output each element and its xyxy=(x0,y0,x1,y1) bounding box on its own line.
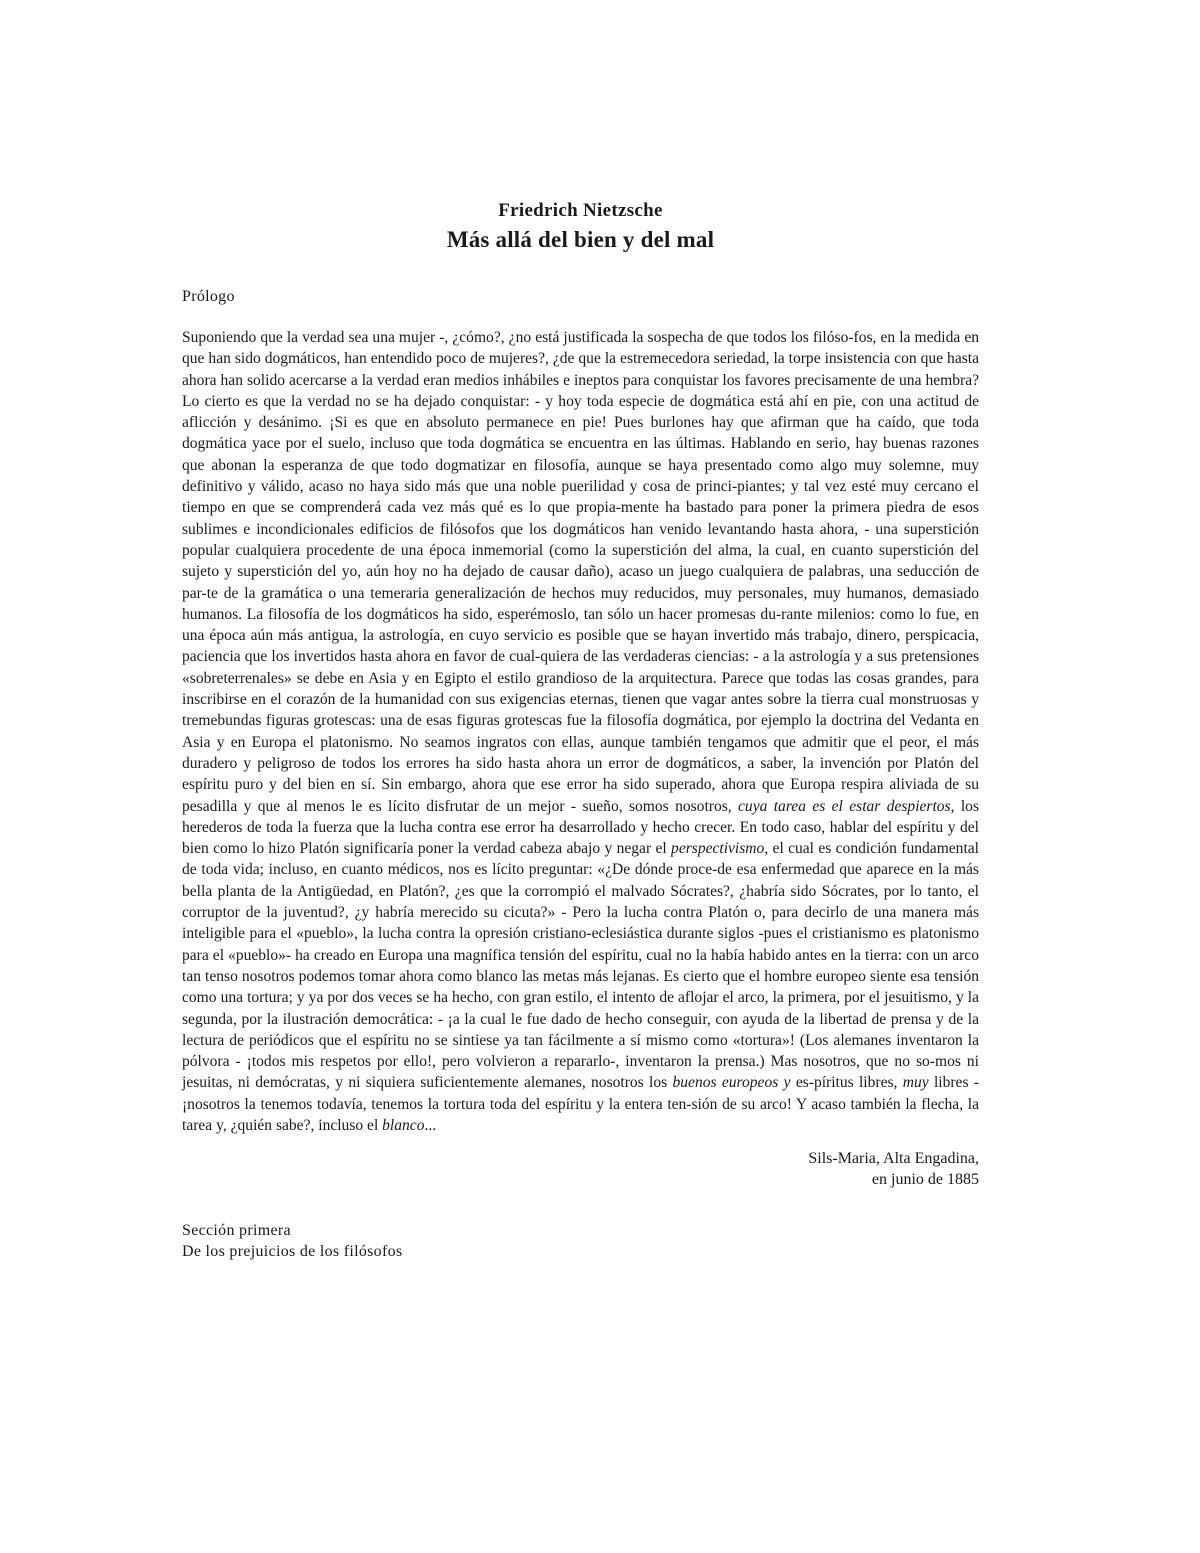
section-heading-block xyxy=(182,1220,979,1262)
prologue-text-6: ... xyxy=(424,1116,437,1134)
prologue-text-1: Suponiendo que la verdad sea una mujer -, ¿cómo?, ¿no está justificada la sospecha de que todos los filóso-fos, en la medida en que han sido dogmáticos, han entendido poco de mujeres?, ¿de que la estremecedora seriedad, la torpe insistencia con que hasta ahora han solido acercarse a la verdad eran medios inhábiles e ineptos para conquistar los favores precisamente de una hembra? Lo cierto es que la verdad no se ha dejado conquistar: - y hoy toda especie de dogmática está ahí en pie, con una actitud de aflicción y desánimo. ¡Si es que en absoluto permanece en pie! Pues burlones hay que afirman que ha caído, que toda dogmática yace por el suelo, incluso que toda dogmática se encuentra en las últimas. Hablando en serio, hay buenas razones que abonan la esperanza de que todo dogmatizar en filosofía, aunque se haya presentado como algo muy solemne, muy definitivo y válido, acaso no haya sido más que una noble puerilidad y cosa de princi-piantes; y tal vez esté muy cercano el tiempo en que se comprenderá cada vez más qué es lo que propia-mente ha bastado para poner la primera piedra de esos sublimes e incondicionales edificios de filósofos que los dogmáticos han venido levantando hasta ahora, - una superstición popular cualquiera procedente de una época inmemorial (como la superstición del alma, la cual, en cuanto superstición del sujeto y superstición del yo, aún hoy no ha dejado de causar daño), acaso un juego cualquiera de palabras, una seducción de par-te de la gramática o una temeraria generalización de hechos muy reducidos, muy personales, muy humanos, demasiado humanos. La filosofía de los dogmáticos ha sido, esperémoslo, tan sólo un hacer promesas du-rante milenios: como lo fue, en una época aún más antigua, la astrología, en cuyo servicio es posible que se hayan invertido más trabajo, dinero, perspicacia, paciencia que los invertidos hasta ahora en favor de cual-quiera de las verdaderas ciencias: - a la astrología y a sus pretensiones «sobreterrenales» se debe en Asia y en Egipto el estilo grandioso de la arquitectura. Parece que todas las cosas grandes, para inscribirse en el corazón de la humanidad con sus exigencias eternas, tienen que vagar antes sobre la tierra cual monstruosas y tremebundas figuras grotescas: una de esas figuras grotescas fue la filosofía dogmática, por ejemplo la doctrina del Vedanta en Asia y en Europa el platonismo. No seamos ingratos con ellas, aunque también tengamos que admitir que el peor, el más duradero y peligroso de todos los errores ha sido hasta ahora un error de dogmáticos, a saber, la invención por Platón del espíritu puro y del bien en sí. Sin embargo, ahora que ese error ha sido superado, ahora que Europa respira aliviada de su pesadilla y que al menos le es lícito disfrutar de un mejor - sueño, somos nosotros, xyxy=(182,329,979,815)
signature-date: en junio de 1885 xyxy=(871,1171,979,1189)
prologue-italic-5: blanco xyxy=(382,1116,425,1134)
section-label: Sección primera xyxy=(182,1222,291,1240)
prologue-text-5: libres - ¡nosotros la tenemos todavía, tenemos la tortura toda del espíritu y la entera ten-sión de su arco! Y acaso también la flecha, la tarea y, ¿quién sabe?, incluso el xyxy=(182,1074,979,1134)
signature-block xyxy=(182,1148,979,1190)
prologue-text-4: es-píritus libres, xyxy=(790,1074,903,1092)
prologue-italic-3: buenos europeos y xyxy=(672,1074,791,1092)
signature-place: Sils-Maria, Alta Engadina, xyxy=(808,1150,979,1168)
prologue-text-2: , los herederos de toda la fuerza que la lucha contra ese error ha desarrollado y hecho crecer. En todo caso, hablar del espíritu y del bien como lo hizo Platón significaría poner la verdad cabeza abajo y negar el xyxy=(182,797,980,858)
prologue-body xyxy=(182,327,979,1136)
prologue-text-3: , el cual es condición fundamental de toda vida; incluso, en cuanto médicos, nos es lícito preguntar: «¿De dónde proce-de esa enfermedad que aparece en la más bella planta de la Antigüedad, en Platón?, ¿es que la corrompió el malvado Sócrates?, ¿habría sido Sócrates, por lo tanto, el corruptor de la juventud?, ¿y habría merecido su cicuta?» - Pero la lucha contra Platón o, para decirlo de una manera más inteligible para el «pueblo», la lucha contra la opresión cristiano-eclesiástica durante siglos -pues el cristianismo es platonismo para el «pueblo»- ha creado en Europa una magnífica tensión del espíritu, cual no la había habido antes en la tierra: con un arco tan tenso nosotros podemos tomar ahora como blanco las metas más lejanas. Es cierto que el hombre europeo siente esa tensión como una tortura; y ya por dos veces se ha hecho, con gran estilo, el intento de aflojar el arco, la primera, por el jesuitismo, y la segunda, por la ilustración democrática: - ¡a la cual le fue dado de hecho conseguir, con ayuda de la libertad de prensa y de la lectura de periódicos que el espíritu no se sintiese ya tan fácilmente a sí mismo como «tortura»! (Los alemanes inventaron la pólvora - ¡todos mis respetos por ello!, pero volvieron a repararlo-, inventaron la prensa.) Mas nosotros, que no so-mos ni jesuitas, ni demócratas, y ni siquiera suficientemente alemanes, nosotros los xyxy=(182,840,979,1092)
prologue-italic-4: muy xyxy=(902,1074,929,1092)
book-title: Más allá del bien y del mal xyxy=(446,227,715,252)
author-name: Friedrich Nietzsche xyxy=(498,200,663,221)
prologue-heading: Prólogo xyxy=(182,288,235,305)
prologue-italic-2: perspectivismo xyxy=(671,840,765,858)
section-subtitle: De los prejuicios de los filósofos xyxy=(182,1243,403,1261)
prologue-italic-1: cuya tarea es el estar despiertos xyxy=(738,797,951,815)
document-page xyxy=(182,198,979,1262)
